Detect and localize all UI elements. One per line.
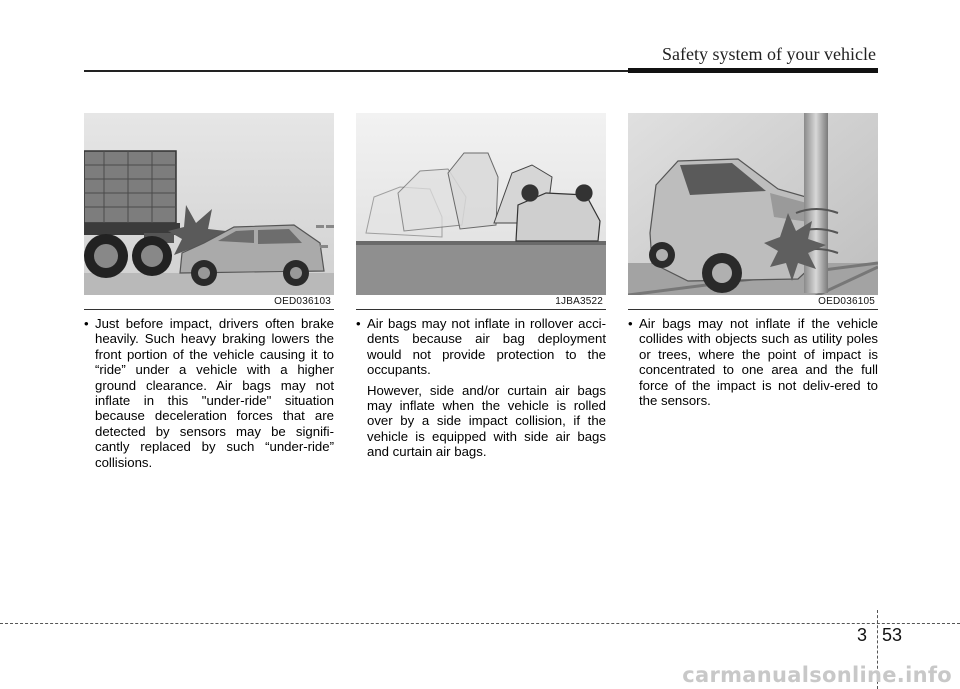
bullet-paragraph: • Just before impact, drivers often brake heavily. Such heavy braking lowers the front portion of the vehicle causing it to “ride” under a vehicle with a higher ground clearance. Air bags may not inflate in this "under-ride" situation because deceleration forces that are detected by sensors may be signifi-cantly replaced by such “under-ride” collisions. [84, 316, 334, 470]
column-pole-text [628, 316, 878, 413]
page-number: 53 [882, 625, 903, 645]
chapter-number: 3 [857, 625, 868, 645]
figure-underline [356, 309, 606, 310]
figure-code: OED036103 [84, 295, 334, 309]
figure-code: 1JBA3522 [356, 295, 606, 309]
figure-code: OED036105 [628, 295, 878, 309]
truck-underride-illustration [84, 113, 334, 309]
footer-rule [0, 623, 960, 624]
continuation-paragraph: However, side and/or curtain air bags may inflate when the vehicle is rolled over by a side impact collision, if the vehicle is equipped with side air bags and curtain air bags. [367, 382, 606, 460]
bullet-paragraph: • Air bags may not inflate if the vehicle collides with objects such as utility poles or trees, where the point of impact is concentrated to one area and the full force of the impact is not deliv-ered to the sensors. [628, 316, 878, 408]
figure-truck-underride [84, 113, 334, 309]
watermark: carmanualsonline.info [682, 663, 952, 687]
pole-collision-illustration [628, 113, 878, 309]
header-rule-accent [628, 68, 878, 73]
rollover-illustration [356, 113, 606, 309]
figure-underline [84, 309, 334, 310]
section-title: Safety system of your vehicle [662, 44, 876, 64]
bullet-paragraph: • Air bags may not inflate in rollover acci-dents because air bag deployment would not provide protection to the occupants. [356, 316, 606, 378]
figure-pole-collision [628, 113, 878, 309]
column-rollover-text [356, 316, 606, 465]
figure-rollover [356, 113, 606, 309]
column-underride-text [84, 316, 334, 475]
figure-underline [628, 309, 878, 310]
